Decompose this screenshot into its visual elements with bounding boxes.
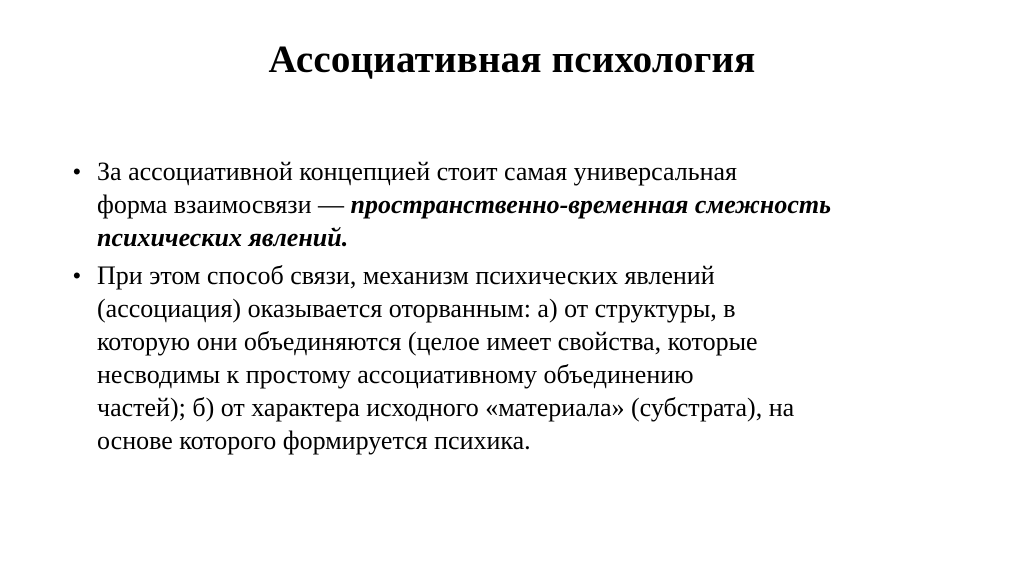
bullet-1-line-2-emphasis: пространственно-временная смежность [350,190,831,219]
bullet-2-line-6: основе которого формируется психика. [97,426,531,455]
bullet-marker-icon: • [73,263,81,288]
bullet-1-line-2-plain: форма взаимосвязи — [97,190,351,219]
bullet-item-2 [70,259,970,457]
bullet-1-line-3-emphasis: психических явлений. [97,223,349,252]
bullet-list [70,155,970,462]
bullet-marker-icon: • [73,159,81,184]
bullet-2-line-1: При этом способ связи, механизм психических явлений [97,261,715,290]
bullet-2-line-5: частей); б) от характера исходного «материала» (субстрата), на [97,393,795,422]
slide-title: Ассоциативная психология [268,38,756,81]
bullet-item-1 [70,155,970,254]
bullet-2-line-2: (ассоциация) оказывается оторванным: а) от структуры, в [97,294,736,323]
bullet-1-line-1: За ассоциативной концепцией стоит самая универсальная [97,157,738,186]
bullet-2-line-3: которую они объединяются (целое имеет свойства, которые [97,327,758,356]
bullet-2-line-4: несводимы к простому ассоциативному объединению [97,360,694,389]
